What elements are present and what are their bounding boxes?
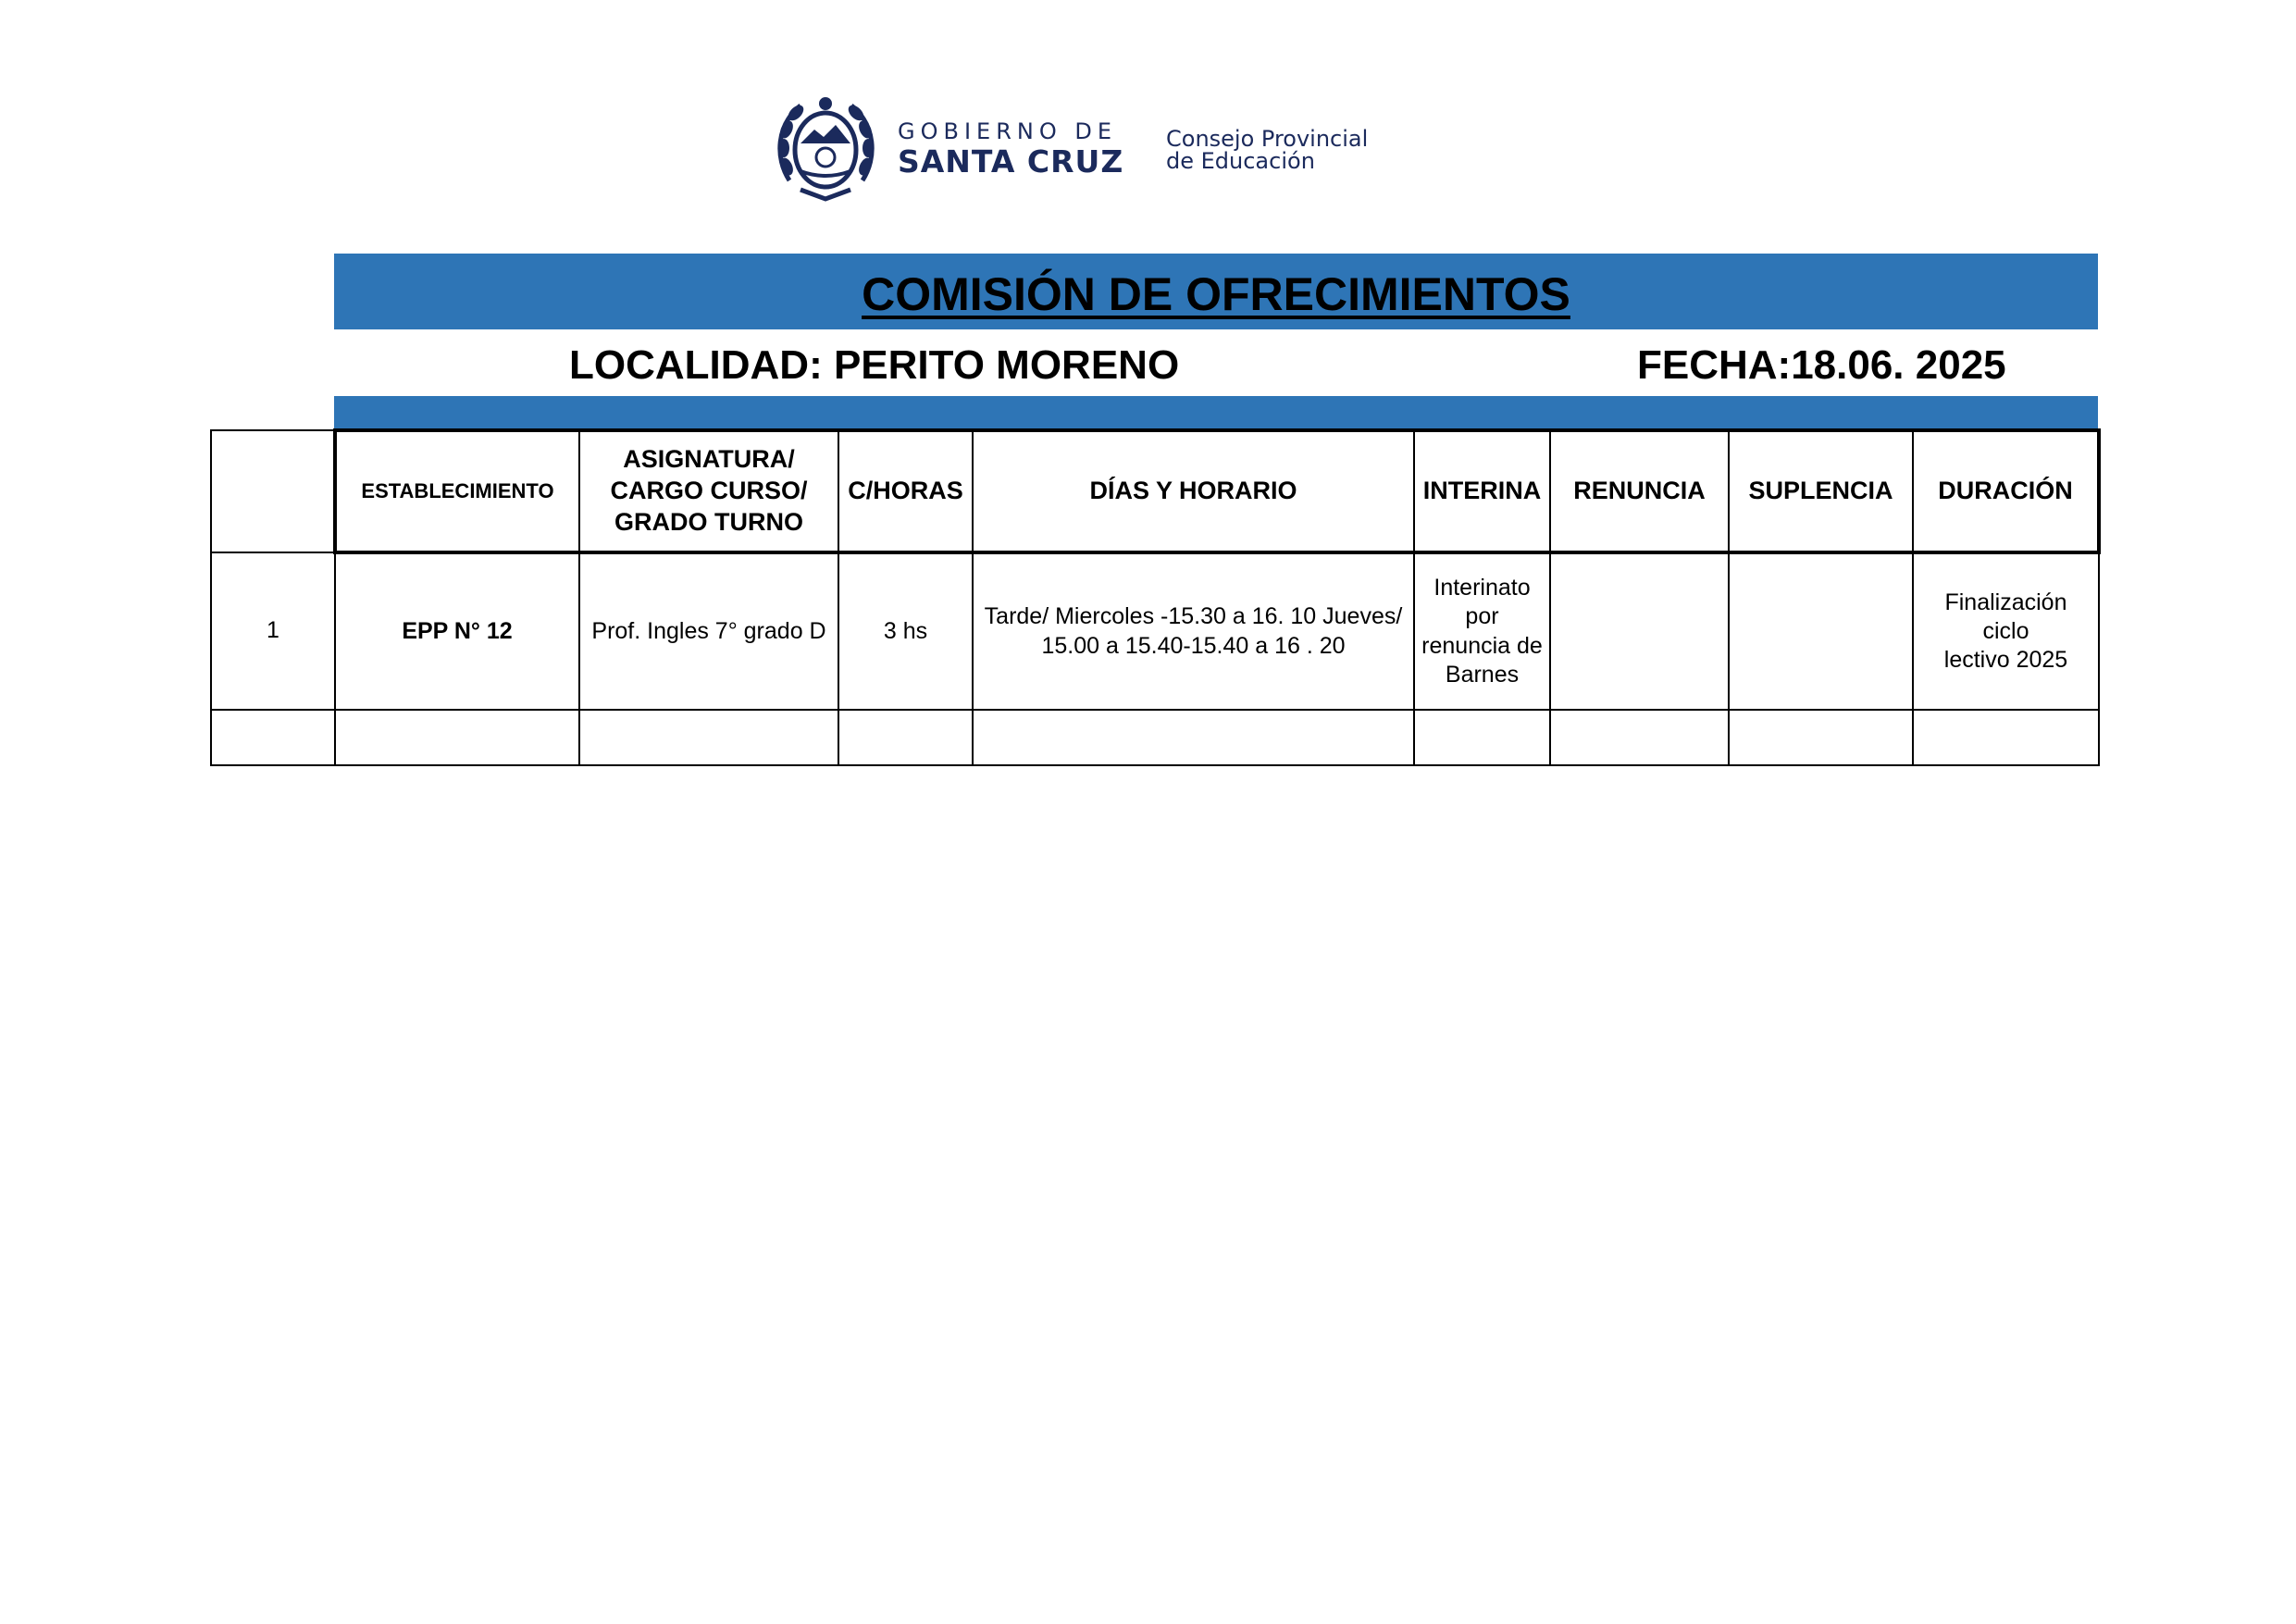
header-asignatura-line3: GRADO TURNO [614,507,803,536]
cell-interina-line2: por [1465,603,1499,630]
council-name [1166,128,1368,172]
header-establecimiento: ESTABLECIMIENTO [335,430,579,552]
header-renuncia: RENUNCIA [1550,430,1729,552]
cell-horas: 3 hs [838,552,973,710]
cell-interina-line3: renuncia de [1421,632,1543,659]
cell-establecimiento: EPP N° 12 [335,552,579,710]
government-name [898,118,1124,180]
divider-band [334,396,2098,428]
cell-num: 1 [211,552,335,710]
document-title: COMISIÓN DE OFRECIMIENTOS [862,268,1570,320]
empty-cell [211,710,335,765]
council-line2: de Educación [1166,148,1315,174]
header-logo [773,93,1402,208]
empty-cell [335,710,579,765]
cell-interina [1414,552,1550,710]
header-asignatura [579,430,838,552]
government-line2: SANTA CRUZ [898,143,1124,180]
header-interina: INTERINA [1414,430,1550,552]
empty-cell [1414,710,1550,765]
cell-interina-line1: Interinato [1433,575,1531,601]
government-line1: GOBIERNO DE [898,118,1117,144]
cell-asignatura: Prof. Ingles 7° grado D [579,552,838,710]
header-asignatura-line1: ASIGNATURA/ [623,445,795,474]
header-suplencia: SUPLENCIA [1729,430,1913,552]
header-num [211,430,335,552]
date-label: FECHA:18.06. 2025 [1637,342,2006,388]
cell-duracion [1913,552,2099,710]
header-dias: DÍAS Y HORARIO [973,430,1414,552]
cell-interina-line4: Barnes [1445,661,1520,688]
info-row [334,329,2098,396]
empty-cell [579,710,838,765]
title-band [334,254,2098,329]
offers-table [210,428,2101,766]
cell-dias-line2: 15.00 a 15.40-15.40 a 16 . 20 [1041,632,1346,659]
cell-renuncia [1550,552,1729,710]
cell-duracion-line2: lectivo 2025 [1943,647,2068,674]
header-horas: C/HORAS [838,430,973,552]
table-header-row [211,430,2099,552]
council-line1: Consejo Provincial [1166,126,1369,152]
empty-cell [838,710,973,765]
provincial-seal-icon [773,93,879,204]
table-row [211,552,2099,710]
empty-cell [1913,710,2099,765]
header-duracion: DURACIÓN [1913,430,2099,552]
empty-cell [973,710,1414,765]
cell-duracion-line1: Finalización ciclo [1944,589,2067,644]
empty-cell [1550,710,1729,765]
header-asignatura-line2: CARGO CURSO/ [610,477,808,505]
locality-label: LOCALIDAD: PERITO MORENO [569,342,1180,388]
cell-dias-line1: Tarde/ Miercoles -15.30 a 16. 10 Jueves/ [984,603,1403,630]
empty-cell [1729,710,1913,765]
cell-suplencia [1729,552,1913,710]
table-row-empty [211,710,2099,765]
cell-dias [973,552,1414,710]
